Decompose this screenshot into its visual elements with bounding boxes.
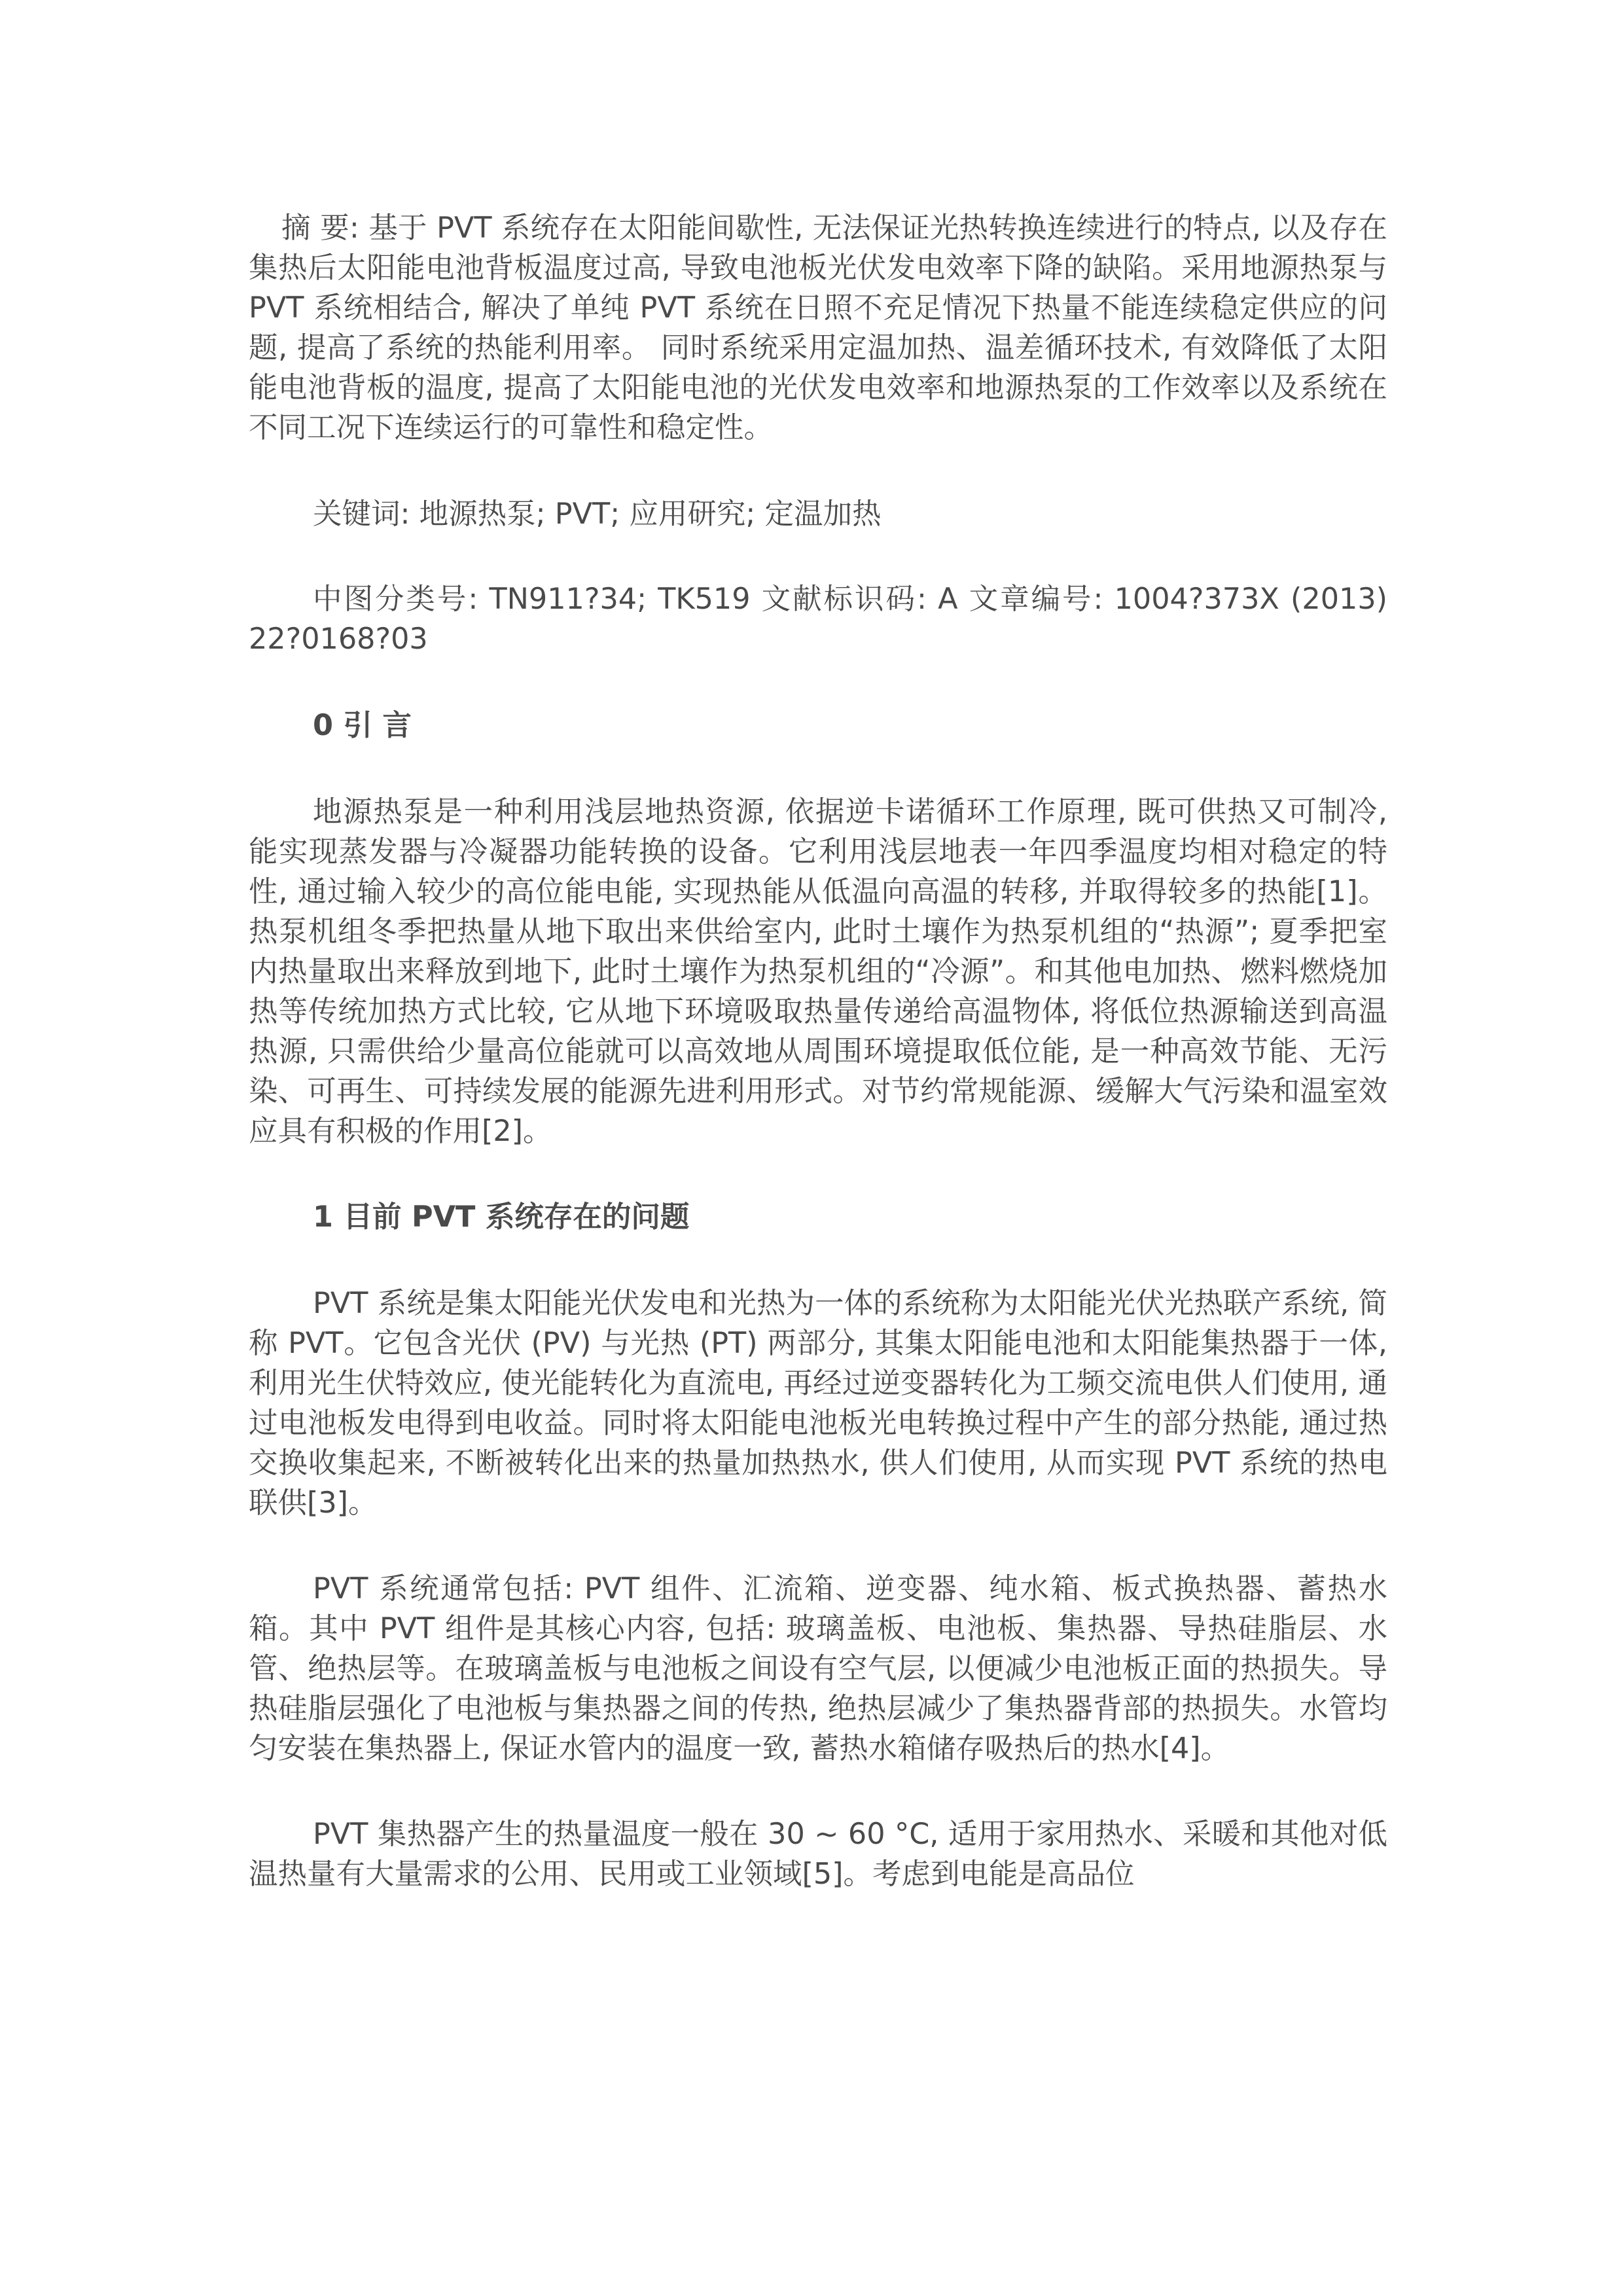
section-1-paragraph-2: PVT 系统通常包括: PVT 组件、汇流箱、逆变器、纯水箱、板式换热器、蓄热水箱。其中 PVT 组件是其核心内容, 包括: 玻璃盖板、电池板、集热器、导热硅脂层、水管、绝热层等。在玻璃盖板与电池板之间设有空气层, 以便减少电池板正面的热损失。导热硅脂层强化了电池板与集热器之间的传热, 绝热层减少了集热器背部的热损失。水管均匀安装在集热器上, 保证水管内的温度一致, 蓄热水箱储存吸热后的热水[4]。 <box>249 1572 1387 1765</box>
document-page <box>249 208 1397 1894</box>
section-1-paragraph-3: PVT 集热器产生的热量温度一般在 30 ~ 60 °C, 适用于家用热水、采暖和其他对低温热量有大量需求的公用、民用或工业领域[5]。考虑到电能是高品位 <box>249 1818 1387 1891</box>
keywords-line: 关键词: 地源热泵; PVT; 应用研究; 定温加热 <box>313 497 882 531</box>
abstract-paragraph: 摘 要: 基于 PVT 系统存在太阳能间歇性, 无法保证光热转换连续进行的特点, 以及存在集热后太阳能电池背板温度过高, 导致电池板光伏发电效率下降的缺陷。采用地源热泵与 PVT 系统相结合, 解决了单纯 PVT 系统在日照不充足情况下热量不能连续稳定供应的问题, 提高了系统的热能利用率。 同时系统采用定温加热、温差循环技术, 有效降低了太阳能电池背板的温度, 提高了太阳能电池的光伏发电效率和地源热泵的工作效率以及系统在不同工况下连续运行的可靠性和稳定性。 <box>249 211 1397 444</box>
section-0-heading: 0 引 言 <box>313 709 412 742</box>
section-0-paragraph-1: 地源热泵是一种利用浅层地热资源, 依据逆卡诺循环工作原理, 既可供热又可制冷, 能实现蒸发器与冷凝器功能转换的设备。它利用浅层地表一年四季温度均相对稳定的特性, 通过输入较少的高位能电能, 实现热能从低温向高温的转移, 并取得较多的热能[1]。热泵机组冬季把热量从地下取出来供给室内, 此时土壤作为热泵机组的“热源”; 夏季把室内热量取出来释放到地下, 此时土壤作为热泵机组的“冷源”。和其他电加热、燃料燃烧加热等传统加热方式比较, 它从地下环境吸取热量传递给高温物体, 将低位热源输送到高温热源, 只需供给少量高位能就可以高效地从周围环境提取低位能, 是一种高效节能、无污染、可再生、可持续发展的能源先进利用形式。对节约常规能源、缓解大气污染和温室效应具有积极的作用[2]。 <box>249 795 1397 1148</box>
section-1-heading: 1 目前 PVT 系统存在的问题 <box>313 1200 690 1234</box>
classification-line: 中图分类号: TN911?34; TK519 文献标识码: A 文章编号: 1004?373X (2013) 22?0168?03 <box>249 583 1397 656</box>
section-1-paragraph-1: PVT 系统是集太阳能光伏发电和光热为一体的系统称为太阳能光伏光热联产系统, 简称 PVT。它包含光伏 (PV) 与光热 (PT) 两部分, 其集太阳能电池和太阳能集热器于一体, 利用光生伏特效应, 使光能转化为直流电, 再经过逆变器转化为工频交流电供人们使用, 通过电池板发电得到电收益。同时将太阳能电池板光电转换过程中产生的部分热能, 通过热交换收集起来, 不断被转化出来的热量加热热水, 供人们使用, 从而实现 PVT 系统的热电联供[3]。 <box>249 1287 1397 1520</box>
